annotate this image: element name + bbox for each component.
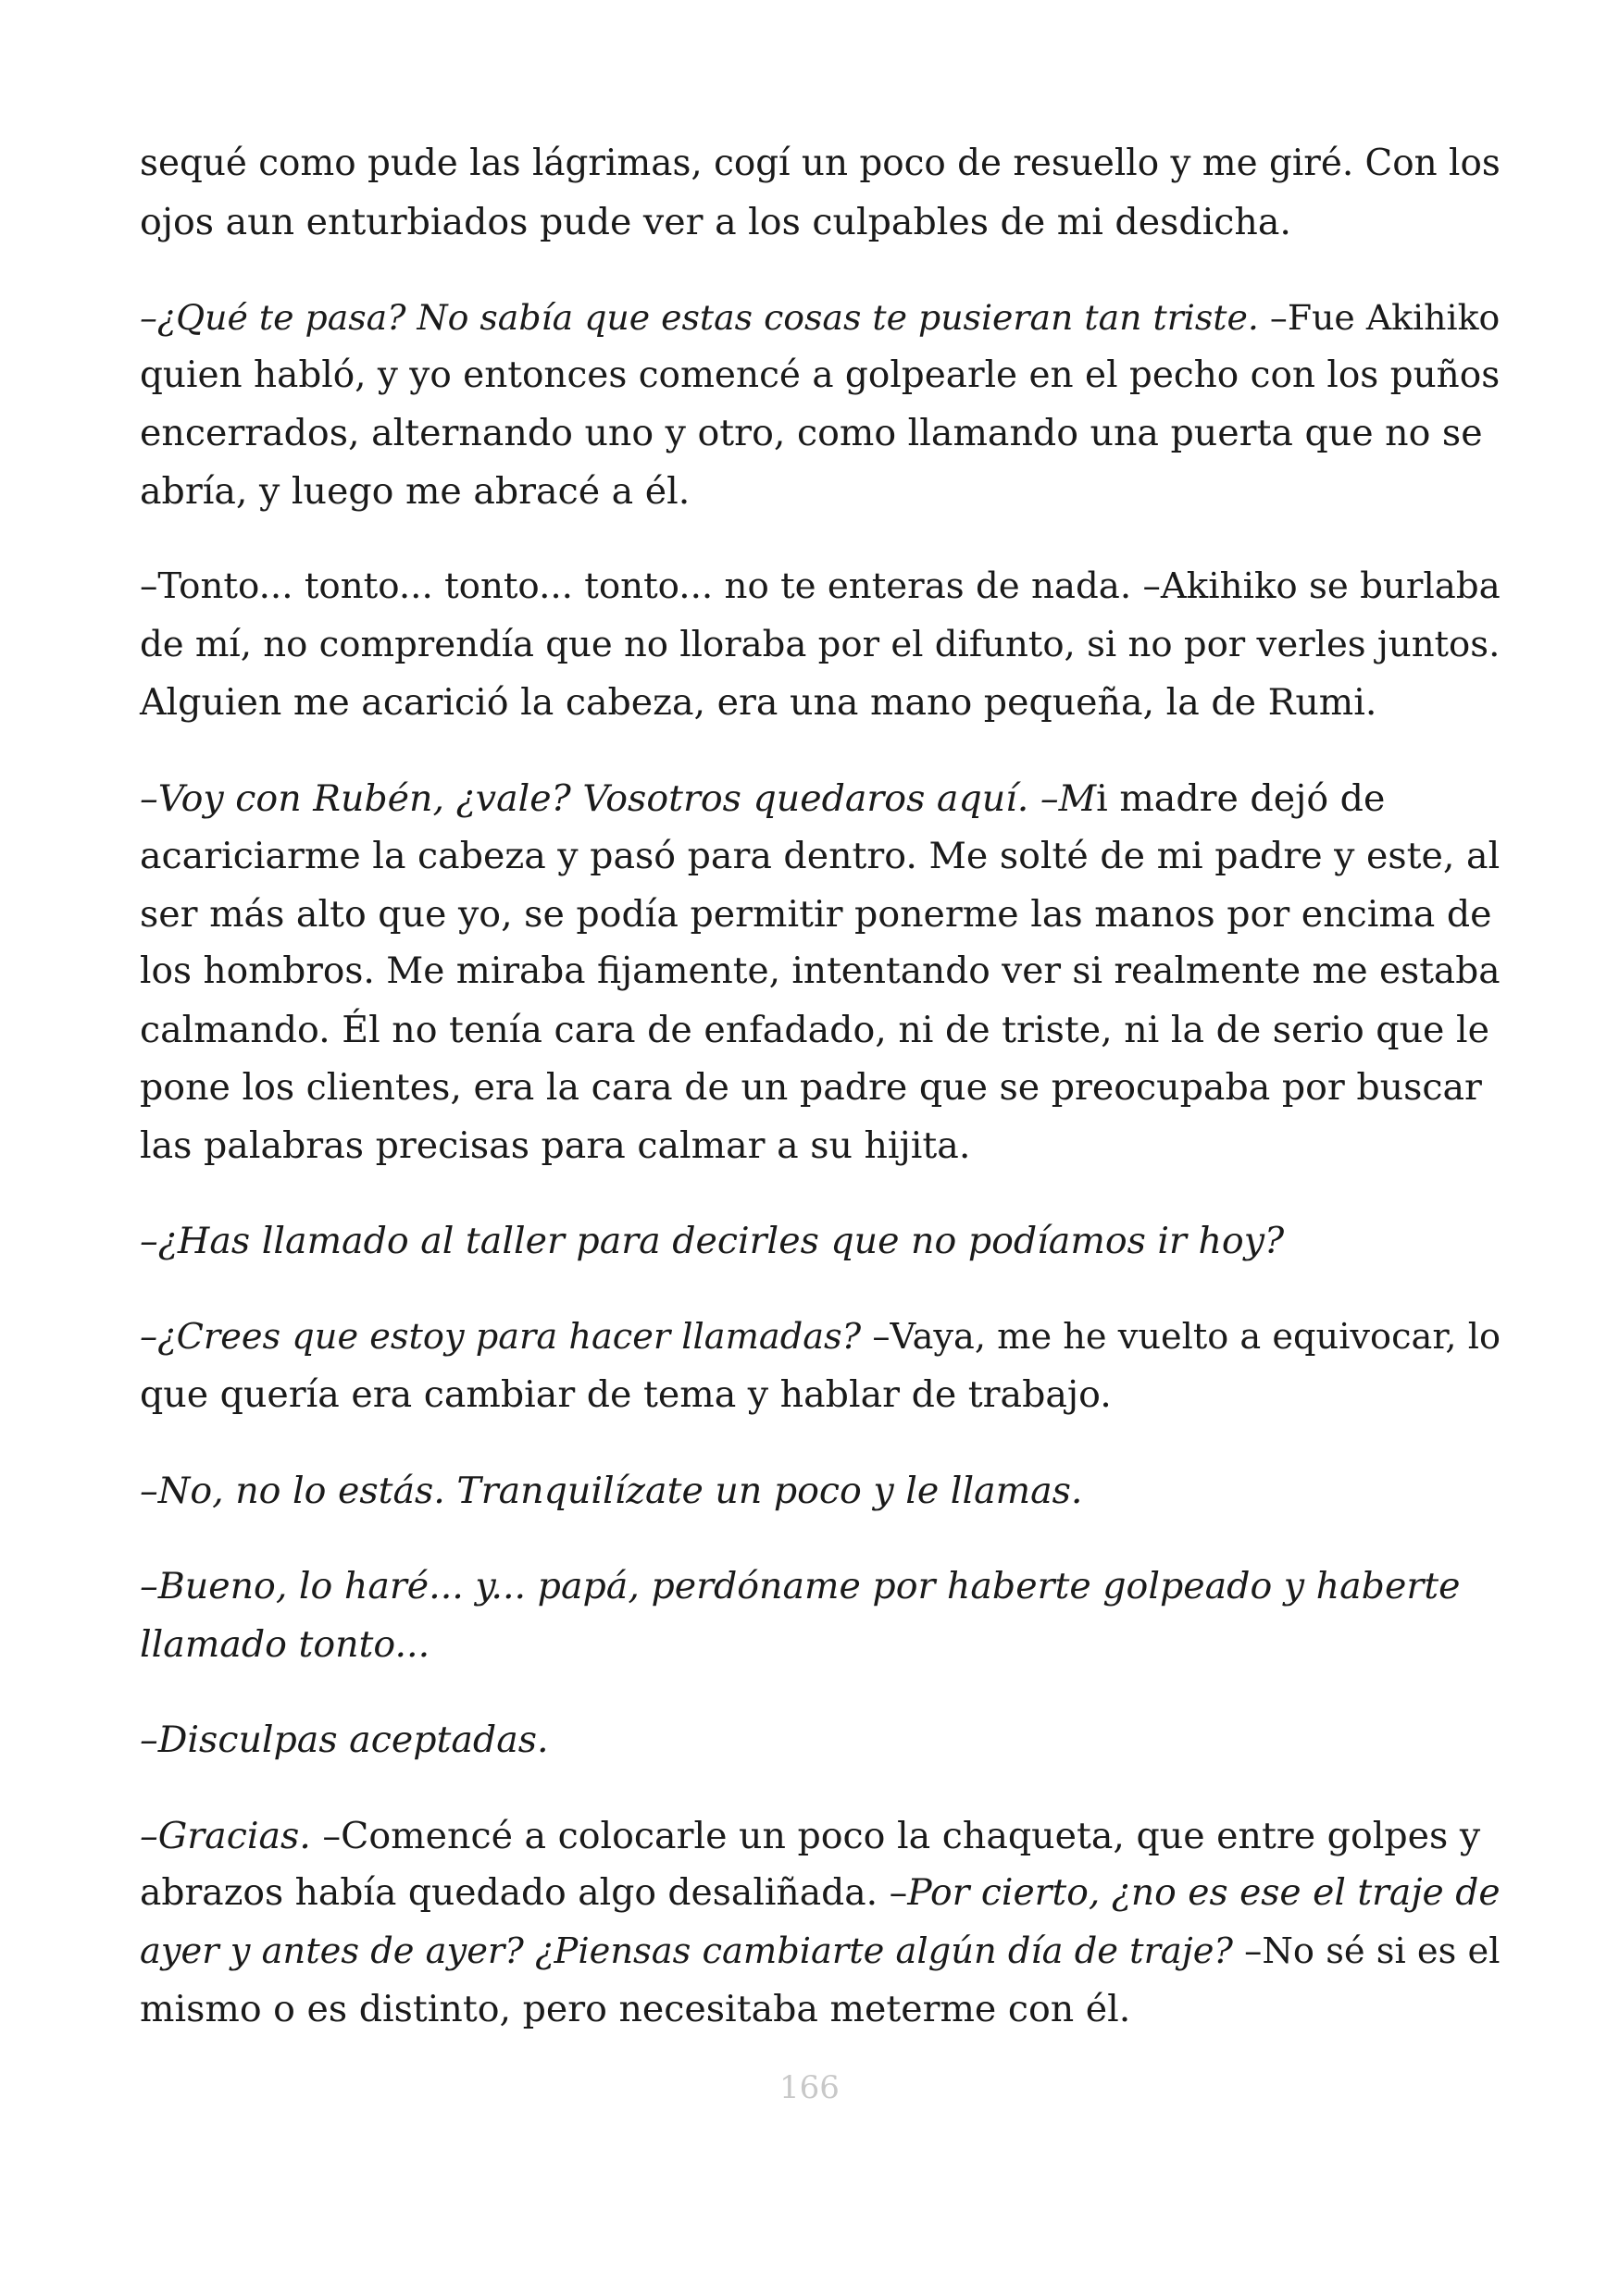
dialogue-italic-segment: –Gracias.	[140, 1814, 311, 1857]
narration-segment: abrazos había quedado algo desaliñada. –	[140, 1872, 908, 1914]
narration-segment: acariciarme la cabeza y pasó para dentro. Me solté de mi padre y este, al	[140, 835, 1501, 877]
dialogue-italic-segment: llamado tonto...	[140, 1622, 430, 1666]
narration-segment: ser más alto que yo, se podía permitir ponerme las manos por encima de	[140, 892, 1492, 936]
paragraph	[140, 1462, 1501, 1520]
text-line	[140, 886, 1501, 944]
dialogue-italic-segment: –¿Qué te pasa? No sabía que estas cosas te pusieran tan triste.	[140, 297, 1259, 338]
dialogue-italic-segment: –¿Has llamado al taller para decirles que no podíamos ir hoy?	[140, 1220, 1285, 1262]
narration-segment: pone los clientes, era la cara de un padre que se preocupaba por buscar	[140, 1066, 1482, 1109]
text-line	[140, 193, 1501, 252]
text-line	[140, 1117, 1501, 1175]
dialogue-italic-segment: –No, no lo estás. Tranquilízate un poco y le llamas.	[140, 1469, 1083, 1512]
paragraph	[140, 1807, 1501, 2039]
narration-segment: calmando. Él no tenía cara de enfadado, ni de triste, ni la de serio que le	[140, 1008, 1489, 1051]
paragraph	[140, 770, 1501, 1175]
text-line	[140, 1558, 1501, 1616]
narration-segment: que quería era cambiar de tema y hablar de trabajo.	[140, 1373, 1112, 1416]
dialogue-italic-segment: Por cierto, ¿no es ese el traje de	[907, 1872, 1501, 1914]
page-number: 166	[779, 2069, 840, 2106]
text-line	[140, 135, 1501, 193]
narration-segment: Alguien me acarició la cabeza, era una mano pequeña, la de Rumi.	[140, 681, 1377, 724]
body-text	[140, 135, 1501, 2077]
narration-segment: los hombros. Me miraba fijamente, intentando ver si realmente me estaba	[140, 950, 1501, 992]
paragraph	[140, 1212, 1501, 1271]
narration-segment: –Tonto... tonto... tonto... tonto... no te enteras de nada. –Akihiko se burlaba	[140, 565, 1501, 607]
narration-segment: –No sé si es el	[1232, 1930, 1501, 1972]
narration-segment: i madre dejó de	[1096, 776, 1386, 820]
narration-segment: –Fue Akihiko	[1258, 297, 1501, 338]
dialogue-italic-segment: ayer y antes de ayer? ¿Piensas cambiarte algún día de traje?	[140, 1930, 1233, 1972]
dialogue-italic-segment: –Bueno, lo haré... y... papá, perdóname por haberte golpeado y haberte	[140, 1565, 1461, 1607]
paragraph	[140, 1711, 1501, 1769]
dialogue-italic-segment: –Voy con Rubén, ¿vale? Vosotros quedaros aquí. –M	[140, 776, 1097, 820]
text-line	[140, 674, 1501, 732]
paragraph	[140, 1558, 1501, 1673]
dialogue-italic-segment: –Disculpas aceptadas.	[140, 1719, 549, 1761]
narration-segment: encerrados, alternando uno y otro, como llamando una puerta que no se	[140, 412, 1483, 454]
text-line	[140, 463, 1501, 521]
narration-segment: ojos aun enturbiados pude ver a los culpables de mi desdicha.	[140, 200, 1291, 243]
dialogue-italic-segment: –¿Crees que estoy para hacer llamadas?	[140, 1315, 862, 1358]
text-line	[140, 558, 1501, 616]
text-line	[140, 1711, 1501, 1769]
paragraph	[140, 135, 1501, 251]
text-line	[140, 347, 1501, 405]
text-line	[140, 404, 1501, 463]
narration-segment: las palabras precisas para calmar a su hijita.	[140, 1123, 971, 1167]
text-line	[140, 1001, 1501, 1060]
text-line	[140, 1923, 1501, 1981]
text-line	[140, 1309, 1501, 1367]
text-line	[140, 1059, 1501, 1117]
text-line	[140, 1807, 1501, 1866]
narration-segment: quien habló, y yo entonces comencé a golpearle en el pecho con los puños	[140, 354, 1501, 396]
text-line	[140, 1366, 1501, 1424]
narration-segment: de mí, no comprendía que no lloraba por el difunto, si no por verles juntos.	[140, 623, 1501, 665]
narration-segment: abría, y luego me abracé a él.	[140, 469, 691, 513]
narration-segment: mismo o es distinto, pero necesitaba meterme con él.	[140, 1988, 1131, 2030]
text-line	[140, 289, 1501, 347]
text-line	[140, 1616, 1501, 1674]
text-line	[140, 943, 1501, 1001]
text-line	[140, 770, 1501, 828]
paragraph	[140, 1309, 1501, 1424]
text-line	[140, 1865, 1501, 1923]
text-line	[140, 827, 1501, 886]
text-line	[140, 616, 1501, 675]
paragraph	[140, 558, 1501, 732]
text-line	[140, 1212, 1501, 1271]
text-line	[140, 1980, 1501, 2039]
narration-segment: –Vaya, me he vuelto a equivocar, lo	[861, 1315, 1501, 1358]
text-line	[140, 1462, 1501, 1520]
paragraph	[140, 289, 1501, 520]
narration-segment: sequé como pude las lágrimas, cogí un poco de resuello y me giré. Con los	[140, 143, 1501, 184]
narration-segment: –Comencé a colocarle un poco la chaqueta, que entre golpes y	[310, 1814, 1481, 1857]
